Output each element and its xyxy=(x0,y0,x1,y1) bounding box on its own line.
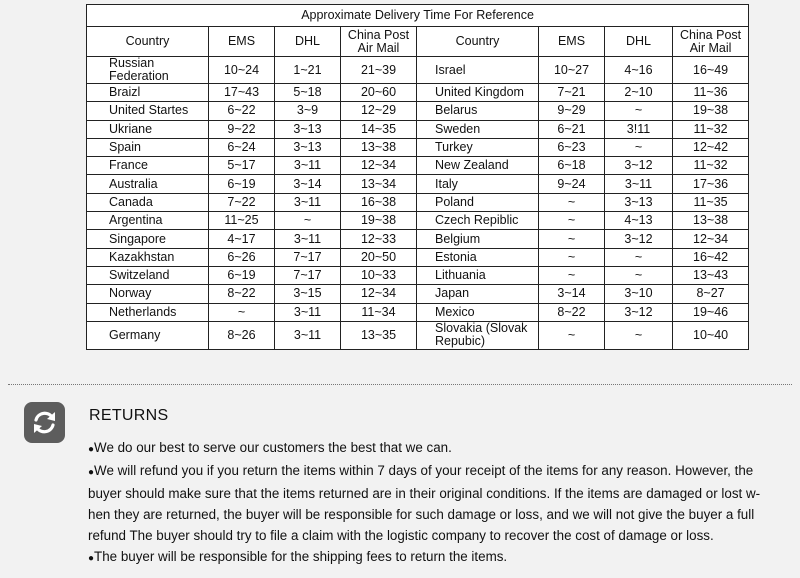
returns-bullet xyxy=(88,546,778,569)
delivery-days-cell: 11~35 xyxy=(673,193,749,211)
delivery-days-cell: ~ xyxy=(539,230,605,248)
delivery-days-cell: ~ xyxy=(539,321,605,349)
country-cell: Italy xyxy=(417,175,539,193)
column-header: EMS xyxy=(209,27,275,57)
delivery-days-cell: 3~13 xyxy=(275,120,341,138)
country-cell: Israel xyxy=(417,57,539,84)
country-cell: Poland xyxy=(417,193,539,211)
column-header: DHL xyxy=(275,27,341,57)
delivery-days-cell: 20~60 xyxy=(341,84,417,102)
returns-title: RETURNS xyxy=(89,407,169,424)
country-cell: Ukriane xyxy=(87,120,209,138)
country-cell: Norway xyxy=(87,285,209,303)
table-row xyxy=(87,193,749,211)
country-cell: Netherlands xyxy=(87,303,209,321)
delivery-days-cell: 12~34 xyxy=(341,285,417,303)
country-cell: Sweden xyxy=(417,120,539,138)
delivery-days-cell: 5~18 xyxy=(275,84,341,102)
delivery-days-cell: 3~10 xyxy=(605,285,673,303)
delivery-days-cell: 3~9 xyxy=(275,102,341,120)
country-cell: France xyxy=(87,157,209,175)
country-cell: Mexico xyxy=(417,303,539,321)
delivery-days-cell: 7~17 xyxy=(275,248,341,266)
table-row xyxy=(87,230,749,248)
country-cell: Argentina xyxy=(87,212,209,230)
bullet-marker: ● xyxy=(88,444,95,455)
delivery-days-cell: 16~38 xyxy=(341,193,417,211)
delivery-days-cell: 2~10 xyxy=(605,84,673,102)
delivery-days-cell: ~ xyxy=(275,212,341,230)
column-header: China Post Air Mail xyxy=(673,27,749,57)
delivery-days-cell: 9~22 xyxy=(209,120,275,138)
table-row xyxy=(87,321,749,349)
delivery-days-cell: 11~36 xyxy=(673,84,749,102)
table-row xyxy=(87,212,749,230)
delivery-days-cell: 3!11 xyxy=(605,120,673,138)
delivery-days-cell: 6~24 xyxy=(209,138,275,156)
delivery-days-cell: ~ xyxy=(539,266,605,284)
table-row xyxy=(87,266,749,284)
delivery-days-cell: 12~29 xyxy=(341,102,417,120)
delivery-days-cell: 3~12 xyxy=(605,157,673,175)
delivery-days-cell: 12~33 xyxy=(341,230,417,248)
delivery-days-cell: 10~27 xyxy=(539,57,605,84)
delivery-days-cell: 4~13 xyxy=(605,212,673,230)
delivery-days-cell: 6~19 xyxy=(209,175,275,193)
delivery-days-cell: 6~23 xyxy=(539,138,605,156)
delivery-days-cell: ~ xyxy=(605,266,673,284)
delivery-days-cell: 3~14 xyxy=(275,175,341,193)
table-row xyxy=(87,57,749,84)
delivery-days-cell: 12~34 xyxy=(673,230,749,248)
delivery-days-cell: 8~26 xyxy=(209,321,275,349)
delivery-days-cell: 3~11 xyxy=(275,157,341,175)
returns-bullet-text: We will refund you if you return the items within 7 days of your receipt of the items for any reason. However, the buyer should make sure that the items returned are in their original conditions. If the items are damaged or lost w-hen they are returned, the buyer will be responsible for such damage or loss, and we will not give the buyer a full refund The buyer should try to file a claim with the logistic company to recover the cost of damage or loss. xyxy=(88,463,761,543)
delivery-days-cell: 6~22 xyxy=(209,102,275,120)
table-row xyxy=(87,303,749,321)
country-cell: Spain xyxy=(87,138,209,156)
table-row xyxy=(87,138,749,156)
delivery-days-cell: 8~27 xyxy=(673,285,749,303)
delivery-days-cell: 13~38 xyxy=(673,212,749,230)
bullet-marker: ● xyxy=(88,553,95,564)
delivery-days-cell: 19~38 xyxy=(673,102,749,120)
delivery-days-cell: 11~32 xyxy=(673,120,749,138)
country-cell: Turkey xyxy=(417,138,539,156)
delivery-days-cell: 6~26 xyxy=(209,248,275,266)
delivery-days-cell: ~ xyxy=(605,138,673,156)
delivery-days-cell: 1~21 xyxy=(275,57,341,84)
country-cell: Braizl xyxy=(87,84,209,102)
delivery-days-cell: 6~21 xyxy=(539,120,605,138)
delivery-days-cell: ~ xyxy=(539,212,605,230)
delivery-days-cell: 7~17 xyxy=(275,266,341,284)
delivery-days-cell: 3~11 xyxy=(605,175,673,193)
delivery-days-cell: 13~34 xyxy=(341,175,417,193)
delivery-time-table xyxy=(86,4,749,350)
country-cell: United Kingdom xyxy=(417,84,539,102)
column-header: EMS xyxy=(539,27,605,57)
country-cell: Russian Federation xyxy=(87,57,209,84)
delivery-days-cell: 10~40 xyxy=(673,321,749,349)
delivery-days-cell: 16~42 xyxy=(673,248,749,266)
delivery-days-cell: 5~17 xyxy=(209,157,275,175)
delivery-days-cell: 9~29 xyxy=(539,102,605,120)
bullet-marker: ● xyxy=(88,467,95,478)
delivery-days-cell: 7~21 xyxy=(539,84,605,102)
delivery-days-cell: 20~50 xyxy=(341,248,417,266)
delivery-days-cell: 7~22 xyxy=(209,193,275,211)
delivery-days-cell: 3~13 xyxy=(605,193,673,211)
country-cell: United Startes xyxy=(87,102,209,120)
column-header: Country xyxy=(87,27,209,57)
table-row xyxy=(87,84,749,102)
table-row xyxy=(87,175,749,193)
column-header: China Post Air Mail xyxy=(341,27,417,57)
table-row xyxy=(87,102,749,120)
delivery-days-cell: 10~33 xyxy=(341,266,417,284)
delivery-days-cell: 21~39 xyxy=(341,57,417,84)
delivery-days-cell: 12~42 xyxy=(673,138,749,156)
returns-bullet-text: The buyer will be responsible for the shipping fees to return the items. xyxy=(94,549,508,564)
country-cell: Switzeland xyxy=(87,266,209,284)
delivery-days-cell: 9~24 xyxy=(539,175,605,193)
delivery-days-cell: 3~15 xyxy=(275,285,341,303)
table-row xyxy=(87,285,749,303)
delivery-days-cell: 11~25 xyxy=(209,212,275,230)
delivery-days-cell: 6~19 xyxy=(209,266,275,284)
country-cell: Singapore xyxy=(87,230,209,248)
country-cell: Australia xyxy=(87,175,209,193)
country-cell: Slovakia (Slovak Repubic) xyxy=(417,321,539,349)
country-cell: Canada xyxy=(87,193,209,211)
country-cell: New Zealand xyxy=(417,157,539,175)
delivery-days-cell: 12~34 xyxy=(341,157,417,175)
table-header-row xyxy=(87,27,749,57)
delivery-days-cell: 3~14 xyxy=(539,285,605,303)
delivery-days-cell: 16~49 xyxy=(673,57,749,84)
delivery-days-cell: 3~11 xyxy=(275,321,341,349)
delivery-days-cell: ~ xyxy=(539,248,605,266)
returns-bullet xyxy=(88,460,778,546)
delivery-days-cell: 3~12 xyxy=(605,303,673,321)
delivery-days-cell: 6~18 xyxy=(539,157,605,175)
country-cell: Lithuania xyxy=(417,266,539,284)
returns-bullet xyxy=(88,437,778,460)
delivery-days-cell: 19~46 xyxy=(673,303,749,321)
delivery-days-cell: 3~11 xyxy=(275,193,341,211)
table-row xyxy=(87,120,749,138)
column-header: DHL xyxy=(605,27,673,57)
delivery-days-cell: 19~38 xyxy=(341,212,417,230)
delivery-days-cell: ~ xyxy=(209,303,275,321)
delivery-days-cell: ~ xyxy=(605,102,673,120)
delivery-days-cell: 3~11 xyxy=(275,230,341,248)
delivery-days-cell: 13~38 xyxy=(341,138,417,156)
delivery-days-cell: 10~24 xyxy=(209,57,275,84)
delivery-days-cell: ~ xyxy=(539,193,605,211)
delivery-days-cell: 3~11 xyxy=(275,303,341,321)
table-row xyxy=(87,248,749,266)
returns-bullet-text: We do our best to serve our customers the best that we can. xyxy=(94,440,452,455)
table-caption: Approximate Delivery Time For Reference xyxy=(87,5,749,27)
section-divider xyxy=(8,384,792,385)
country-cell: Kazakhstan xyxy=(87,248,209,266)
country-cell: Japan xyxy=(417,285,539,303)
delivery-days-cell: ~ xyxy=(605,321,673,349)
delivery-days-cell: 4~17 xyxy=(209,230,275,248)
refresh-icon xyxy=(24,402,65,443)
delivery-days-cell: ~ xyxy=(605,248,673,266)
delivery-days-cell: 13~43 xyxy=(673,266,749,284)
delivery-days-cell: 13~35 xyxy=(341,321,417,349)
delivery-days-cell: 8~22 xyxy=(209,285,275,303)
country-cell: Czech Repiblic xyxy=(417,212,539,230)
returns-policy-text xyxy=(88,437,778,569)
column-header: Country xyxy=(417,27,539,57)
delivery-days-cell: 14~35 xyxy=(341,120,417,138)
delivery-days-cell: 3~13 xyxy=(275,138,341,156)
delivery-days-cell: 17~36 xyxy=(673,175,749,193)
table-row xyxy=(87,157,749,175)
delivery-days-cell: 17~43 xyxy=(209,84,275,102)
delivery-days-cell: 11~32 xyxy=(673,157,749,175)
delivery-days-cell: 4~16 xyxy=(605,57,673,84)
delivery-days-cell: 11~34 xyxy=(341,303,417,321)
country-cell: Germany xyxy=(87,321,209,349)
delivery-days-cell: 8~22 xyxy=(539,303,605,321)
country-cell: Belarus xyxy=(417,102,539,120)
country-cell: Belgium xyxy=(417,230,539,248)
country-cell: Estonia xyxy=(417,248,539,266)
delivery-days-cell: 3~12 xyxy=(605,230,673,248)
